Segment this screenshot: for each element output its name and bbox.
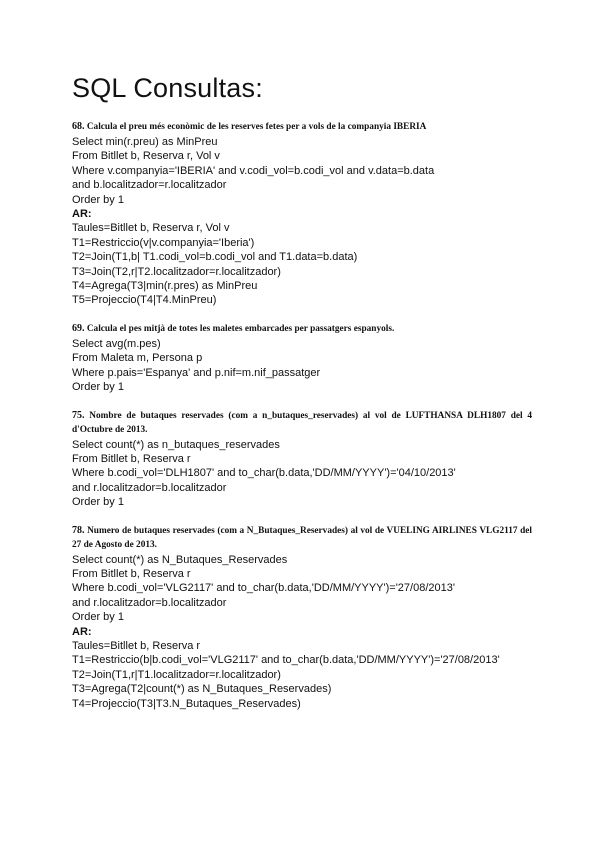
section-number: 68. [72,121,85,132]
query-line: Select count(*) as N_Butaques_Reservades [72,553,288,566]
query-line: and r.localitzador=b.localitzador [72,481,227,494]
query-line: Where b.codi_vol='VLG2117' and to_char(b.data,'DD/MM/YYYY')='27/08/2013' [72,582,455,595]
section-number: 78. [72,524,85,536]
section-75 [72,409,532,510]
ar-line: Taules=Bitllet b, Reserva r, Vol v [72,222,230,235]
ar-line: T3=Agrega(T2|count(*) as N_Butaques_Reservades) [72,683,332,696]
ar-line: T1=Restriccio(b|b.codi_vol='VLG2117' and to_char(b.data,'DD/MM/YYYY')='27/08/2013' [72,654,500,667]
ar-line: T1=Restriccio(v|v.companyia='Iberia') [72,236,255,249]
query-line: and b.localitzador=r.localitzador [72,179,227,192]
section-heading-text: Numero de butaques reservades (com a N_Butaques_Reservades) al vol de VUELING AIRLINES VLG2117 del 27 de Agosto de 2013. [72,525,532,550]
query-line: Select count(*) as n_butaques_reservades [72,438,280,451]
ar-line: T3=Join(T2,r|T2.localitzador=r.localitzador) [72,265,281,278]
ar-line: T4=Projeccio(T3|T3.N_Butaques_Reservades) [72,697,301,710]
query-line: Where p.pais='Espanya' and p.nif=m.nif_passatger [72,366,321,379]
section-heading-text: Calcula el preu més econòmic de les reserves fetes per a vols de la companyia IBERIA [86,122,427,132]
query-line: Select min(r.preu) as MinPreu [72,136,218,148]
section-heading-text: Nombre de butaques reservades (com a n_butaques_reservades) al vol de LUFTHANSA DLH1807 del 4 d'Octubre de 2013. [72,410,532,435]
ar-line: T2=Join(T1,r|T1.localitzador=r.localitzador) [72,668,281,681]
section-heading [72,409,532,437]
section-number: 75. [72,409,85,421]
query-line: and r.localitzador=b.localitzador [72,596,227,609]
section-heading [72,120,532,134]
query-line: Order by 1 [72,381,124,394]
query-line: From Bitllet b, Reserva r [72,567,191,580]
query-line: Order by 1 [72,496,124,509]
query-line: Where b.codi_vol='DLH1807' and to_char(b.data,'DD/MM/YYYY')='04/10/2013' [72,467,456,480]
section-69 [72,322,532,395]
section-78 [72,524,532,711]
ar-line: Taules=Bitllet b, Reserva r [72,639,201,652]
section-heading [72,524,532,552]
section-heading-text: Calcula el pes mitjà de totes les maletes embarcades per passatgers espanyols. [86,323,395,334]
query-line: Order by 1 [72,193,124,206]
query-line: From Bitllet b, Reserva r [72,452,191,465]
section-68 [72,120,532,308]
query-line: Select avg(m.pes) [72,337,161,350]
section-heading [72,322,532,336]
ar-line: T4=Agrega(T3|min(r.pres) as MinPreu [72,280,258,293]
query-line: From Bitllet b, Reserva r, Vol v [72,150,220,163]
ar-line: T5=Projeccio(T4|T4.MinPreu) [72,294,217,307]
section-number: 69. [72,322,85,334]
query-line: Order by 1 [72,611,124,624]
ar-label: AR: [72,208,92,221]
page-title: SQL Consultas: [72,73,263,103]
ar-label: AR: [72,625,92,638]
ar-line: T2=Join(T1,b| T1.codi_vol=b.codi_vol and T1.data=b.data) [72,251,358,264]
sections-container [72,120,532,725]
query-line: Where v.companyia='IBERIA' and v.codi_vol=b.codi_vol and v.data=b.data [72,164,435,177]
query-line: From Maleta m, Persona p [72,352,203,365]
